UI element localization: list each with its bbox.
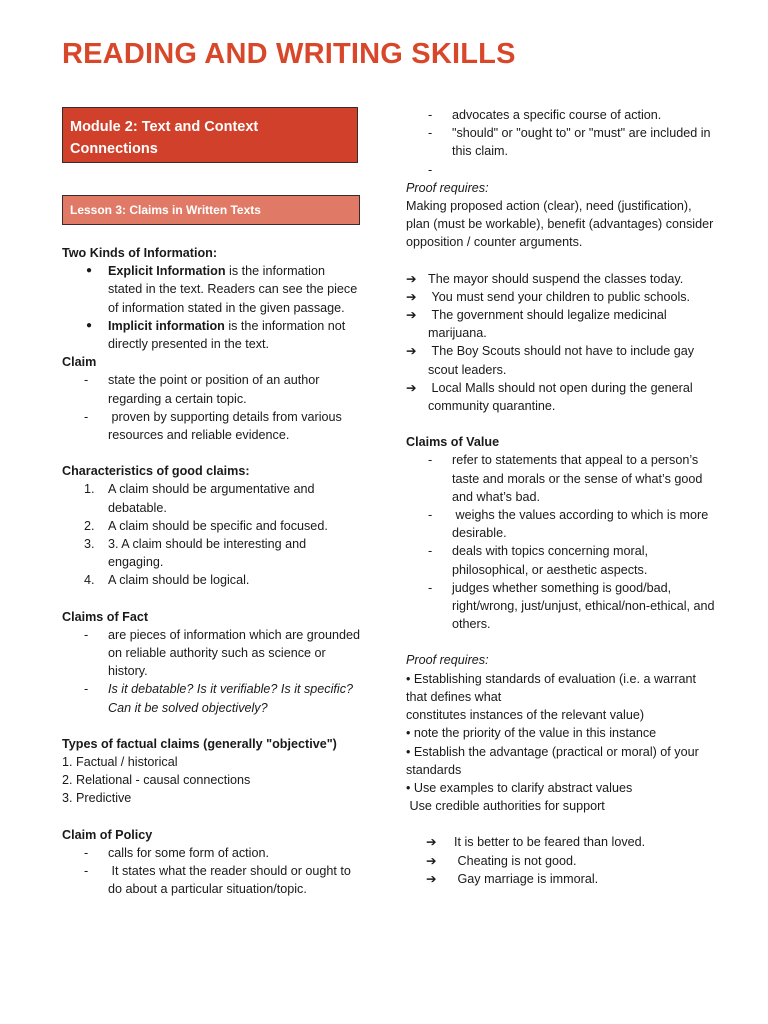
arrow-icon: ➔ [406, 308, 417, 323]
list-item [406, 852, 716, 870]
proof-line: • note the priority of the value in this instance [406, 726, 657, 741]
list-item [406, 306, 716, 342]
arrow-icon: ➔ [406, 344, 417, 359]
list-item [406, 579, 716, 634]
list-item [62, 371, 362, 407]
proof-line: • Use examples to clarify abstract values [406, 780, 633, 795]
list-item [406, 542, 716, 578]
list-item-text: A claim should be argumentative and debatable. [108, 482, 315, 515]
item-number: 3. [84, 537, 95, 552]
list-item: 1. Factual / historical [62, 755, 178, 770]
term: Explicit Information [108, 264, 226, 279]
dash-icon: - [84, 409, 89, 424]
dash-icon: - [428, 108, 433, 122]
list-item [406, 288, 716, 306]
list-item [406, 270, 716, 288]
list-item [406, 379, 716, 415]
list-item [62, 262, 362, 317]
claims-of-fact-heading: Claims of Fact [62, 609, 149, 624]
list-item [62, 517, 362, 535]
dash-icon: - [84, 627, 89, 642]
dash-icon: - [428, 544, 433, 559]
dash-icon: - [428, 162, 433, 177]
list-item-text: Gay marriage is immoral. [454, 871, 599, 886]
list-item-text [452, 161, 716, 179]
bullet-icon: ● [86, 319, 93, 331]
list-item-text: Is it debatable? Is it verifiable? Is it specific? Can it be solved objectively? [108, 682, 354, 715]
list-item-text: The mayor should suspend the classes today. [428, 271, 684, 286]
list-item-text: deals with topics concerning moral, philosophical, or aesthetic aspects. [452, 544, 648, 577]
list-item: 2. Relational - causal connections [62, 773, 251, 788]
definition: is the information stated in the text. Readers can see the piece of information stated in the given passage. [108, 264, 358, 315]
list-item-text: judges whether something is good/bad, right/wrong, just/unjust, ethical/non-ethical, and others. [452, 580, 715, 632]
proof-text: Making proposed action (clear), need (justification), plan (must be workable), benefit (advantages) consider opposition / counter arguments. [406, 199, 714, 250]
list-item-text: are pieces of information which are grounded on reliable authority such as science or history. [108, 627, 361, 679]
bullet-icon: ● [86, 265, 93, 277]
list-item-text: calls for some form of action. [108, 845, 269, 860]
list-item [62, 480, 362, 516]
characteristics-heading: Characteristics of good claims: [62, 464, 250, 479]
dash-icon: - [428, 126, 433, 141]
arrow-icon: ➔ [426, 835, 437, 850]
list-item [406, 106, 716, 124]
claim-heading: Claim [62, 355, 97, 370]
list-item-text: "should" or "ought to" or "must" are included in this claim. [452, 126, 711, 159]
list-item [62, 571, 362, 589]
definition: is the information not directly presented in the text. [108, 318, 346, 352]
list-item-text: state the point or position of an author regarding a certain topic. [108, 373, 320, 406]
list-item-text: weighs the values according to which is more desirable. [452, 508, 712, 541]
list-item-text: The Boy Scouts should not have to include gay scout leaders. [428, 344, 698, 377]
arrow-icon: ➔ [406, 380, 417, 395]
arrow-icon: ➔ [406, 271, 417, 286]
list-item [406, 833, 716, 851]
proof-line: • Establish the advantage (practical or moral) of your standards [406, 744, 699, 777]
list-item-text: It states what the reader should or ought to do about a particular situation/topic. [108, 864, 355, 897]
two-kinds-section [62, 244, 362, 899]
dash-icon: - [428, 453, 433, 468]
list-item-text: proven by supporting details from various resources and reliable evidence. [108, 409, 346, 443]
list-item [62, 626, 362, 681]
lesson-banner: Lesson 3: Claims in Written Texts [62, 195, 360, 225]
item-number: 2. [84, 518, 95, 533]
page-title: READING AND WRITING SKILLS [62, 38, 516, 70]
item-number: 4. [84, 573, 95, 588]
list-item-text: It is better to be feared than loved. [454, 835, 646, 850]
proof-line: constitutes instances of the relevant value) [406, 708, 645, 723]
dash-icon: - [84, 845, 89, 860]
list-item [406, 124, 716, 160]
dash-icon: - [84, 373, 89, 388]
item-number: 1. [84, 482, 95, 497]
proof-line: • Establishing standards of evaluation (i.e. a warrant that defines what [406, 671, 697, 704]
list-item [406, 451, 716, 506]
list-item [62, 680, 362, 716]
dash-icon: - [428, 508, 433, 523]
arrow-icon: ➔ [426, 853, 437, 868]
claims-of-value-heading: Claims of Value [406, 435, 500, 450]
dash-icon: - [428, 580, 433, 595]
list-item-text: advocates a specific course of action. [452, 108, 662, 122]
list-item-text: A claim should be logical. [108, 573, 250, 588]
proof-line: Use credible authorities for support [406, 799, 605, 814]
dash-icon: - [84, 864, 89, 879]
proof-label: Proof requires: [406, 180, 489, 195]
arrow-icon: ➔ [426, 871, 437, 886]
list-item [406, 870, 716, 888]
list-item [62, 317, 362, 353]
list-item-text: Local Malls should not open during the general community quarantine. [428, 380, 697, 414]
two-kinds-heading: Two Kinds of Information: [62, 246, 218, 260]
list-item: 3. Predictive [62, 791, 132, 806]
list-item-text: Cheating is not good. [454, 853, 577, 868]
right-column [406, 106, 716, 888]
list-item [62, 862, 362, 898]
module-banner: Module 2: Text and Context Connections [62, 107, 358, 163]
list-item [62, 535, 362, 571]
list-item [62, 844, 362, 862]
list-item-text: refer to statements that appeal to a person’s taste and morals or the sense of what’s good and what’s bad. [452, 453, 703, 504]
arrow-icon: ➔ [406, 289, 417, 304]
left-column [62, 107, 362, 899]
claim-of-policy-heading: Claim of Policy [62, 827, 153, 842]
proof-label: Proof requires: [406, 653, 489, 668]
term: Implicit information [108, 318, 225, 333]
list-item [62, 408, 362, 444]
dash-icon: - [84, 682, 89, 697]
list-item [406, 161, 716, 179]
list-item-text: You must send your children to public schools. [428, 289, 691, 304]
list-item [406, 342, 716, 378]
list-item-text: A claim should be specific and focused. [108, 518, 328, 533]
list-item-text: 3. A claim should be interesting and engaging. [108, 537, 307, 570]
list-item-text: The government should legalize medicinal marijuana. [428, 308, 671, 341]
list-item [406, 506, 716, 542]
factual-types-heading: Types of factual claims (generally "objective") [62, 736, 337, 751]
